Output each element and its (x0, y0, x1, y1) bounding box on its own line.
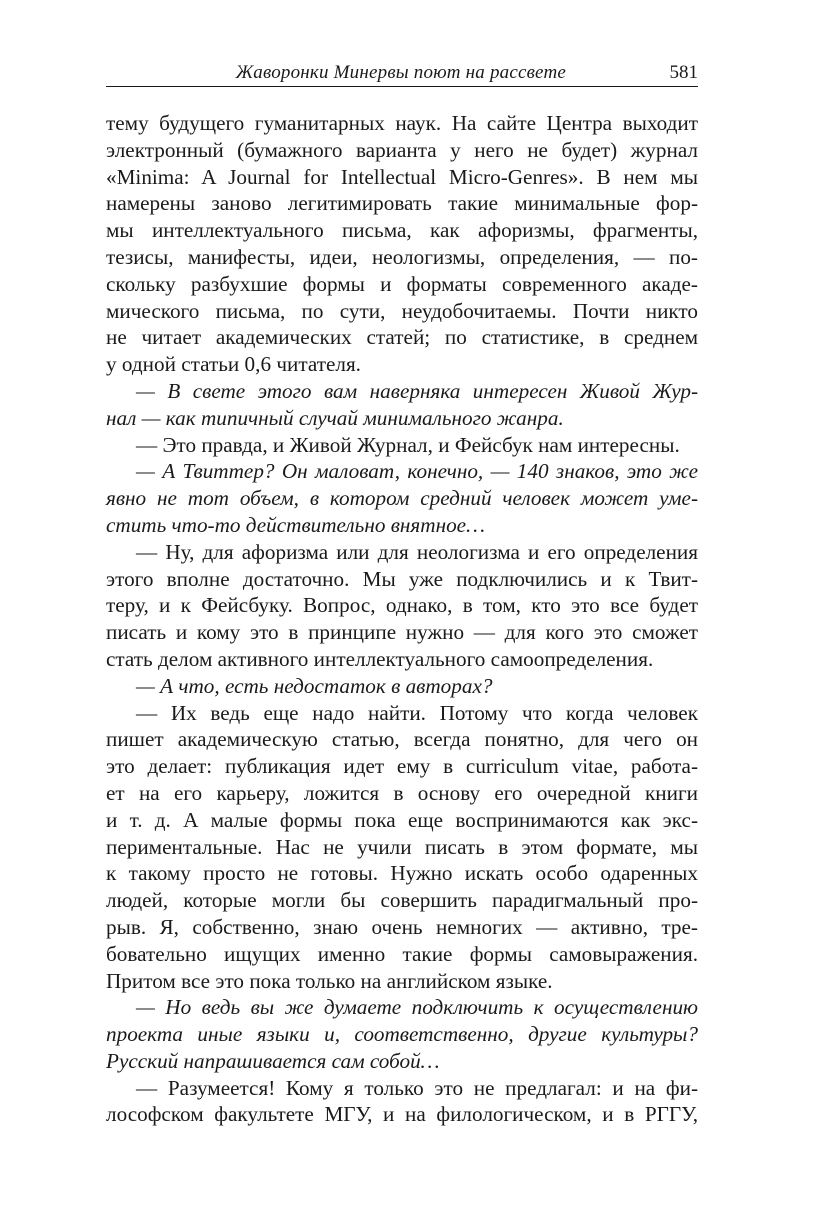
text-line: этого вполне достаточно. Мы уже подключились и к Твит- (106, 566, 698, 591)
text-line: скольку разбухшие формы и форматы современного акаде- (106, 271, 698, 296)
text-line: электронный (бумажного варианта у него не будет) журнал (106, 137, 698, 162)
text-line: людей, которые могли бы совершить парадигмальный про- (106, 888, 698, 913)
text-line: намерены заново легитимировать такие минимальные фор- (106, 191, 698, 216)
text-line: периментальные. Нас не учили писать в этом формате, мы (106, 834, 698, 859)
text-line: мического письма, по сути, неудобочитаемы. Почти никто (106, 298, 698, 323)
text-line: — А что, есть недостаток в авторах? (136, 673, 493, 698)
text-line: — Но ведь вы же думаете подключить к осуществлению (136, 995, 698, 1020)
text-line: — Разумеется! Кому я только это не предлагал: и на фи- (136, 1075, 698, 1100)
text-line: пишет академическую статью, всегда понятно, для чего он (106, 727, 698, 752)
page-number: 581 (669, 62, 698, 83)
text-line: к такому просто не готовы. Нужно искать особо одаренных (106, 861, 698, 886)
text-line: — Это правда, и Живой Журнал, и Фейсбук нам интересны. (136, 432, 680, 457)
text-line: это делает: публикация идет ему в curriculum vitae, работа- (106, 754, 698, 779)
text-line: Притом все это пока только на английском языке. (106, 968, 553, 993)
running-title: Жаворонки Минервы поют на рассвете (235, 62, 566, 83)
text-line: тему будущего гуманитарных наук. На сайте Центра выходит (106, 111, 698, 135)
text-line: не читает академических статей; по статистике, в среднем (106, 325, 698, 350)
text-line: тезисы, манифесты, идеи, неологизмы, определения, — по- (106, 244, 698, 269)
text-line: лософском факультете МГУ, и на филологическом, и в РГГУ, (106, 1102, 698, 1127)
text-line: мы интеллектуального письма, как афоризмы, фрагменты, (106, 218, 698, 243)
text-line: — Их ведь еще надо найти. Потому что когда человек (136, 700, 698, 725)
text-line: — А Твиттер? Он маловат, конечно, — 140 знаков, это же (136, 459, 698, 484)
text-line: нал — как типичный случай минимального жанра. (106, 405, 564, 430)
text-line: — В свете этого вам наверняка интересен Живой Жур- (136, 378, 698, 403)
text-line: «Minima: A Journal for Intellectual Micro-Genres». В нем мы (106, 164, 698, 189)
text-line: ет на его карьеру, ложится в основу его очередной книги (106, 780, 698, 805)
text-line: у одной статьи 0,6 читателя. (106, 352, 361, 377)
text-line: проекта иные языки и, соответственно, другие культуры? (106, 1022, 698, 1047)
text-line: теру, и к Фейсбуку. Вопрос, однако, в том, кто это все будет (106, 593, 698, 618)
text-line: Русский напрашивается сам собой… (106, 1048, 440, 1073)
text-line: явно не тот объем, в котором средний человек может уме- (106, 486, 698, 511)
body-text (106, 110, 698, 1128)
text-line: стить что-то действительно внятное… (106, 512, 485, 537)
text-line: стать делом активного интеллектуального самоопределения. (106, 646, 654, 671)
running-header (106, 60, 698, 87)
text-line: рыв. Я, собственно, знаю очень немногих — активно, тре- (106, 914, 698, 939)
text-line: писать и кому это в принципе нужно — для кого это сможет (106, 620, 698, 645)
text-line: и т. д. А малые формы пока еще воспринимаются как экс- (106, 807, 698, 832)
text-line: бовательно ищущих именно такие формы самовыражения. (106, 941, 698, 966)
text-line: — Ну, для афоризма или для неологизма и его определения (136, 539, 698, 564)
